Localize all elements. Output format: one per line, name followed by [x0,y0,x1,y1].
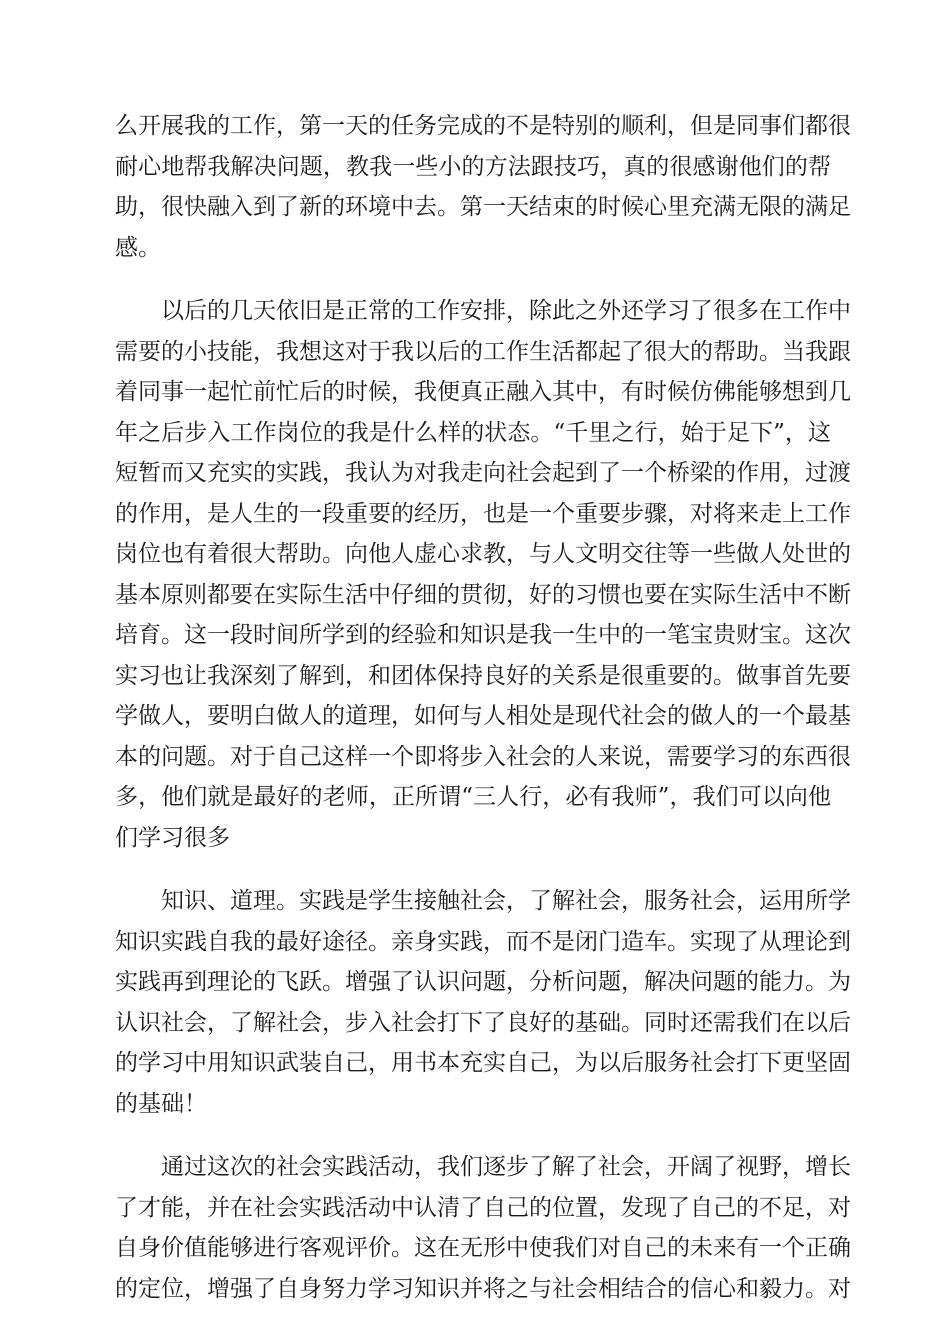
text-line: 么开展我的工作，第一天的任务完成的不是特别的顺利，但是同事们都很 [115,113,851,139]
text-line: 年之后步入工作岗位的我是什么样的状态。“千里之行，始于足下”，这 [115,419,831,446]
text-line: 学做人，要明白做人的道理，如何与人相处是现代社会的做人的一个最基 [115,703,851,729]
paragraph [115,106,851,268]
text-line: 们学习很多 [115,824,230,851]
text-line: 的学习中用知识武装自己，用书本充实自己，为以后服务社会打下更坚固 [115,1050,851,1076]
text-line: 需要的小技能，我想这对于我以后的工作生活都起了很大的帮助。当我跟 [115,338,851,365]
text-line: 自身价值能够进行客观评价。这在无形中使我们对自己的未来有一个正确 [115,1235,851,1261]
text-line: 通过这次的社会实践活动，我们逐步了解了社会，开阔了视野，增长 [161,1154,851,1180]
text-line: 实习也让我深刻了解到，和团体保持良好的关系是很重要的。做事首先要 [115,662,851,689]
text-line: 短暂而又充实的实践，我认为对我走向社会起到了一个桥梁的作用，过渡 [115,460,851,486]
text-line: 实践再到理论的飞跃。增强了认识问题，分析问题，解决问题的能力。为 [115,969,851,995]
text-line: 知识实践自我的最好途径。亲身实践，而不是闭门造车。实现了从理论到 [115,928,851,955]
text-line: 的定位，增强了自身努力学习知识并将之与社会相结合的信心和毅力。对 [115,1275,851,1302]
text-line: 以后的几天依旧是正常的工作安排，除此之外还学习了很多在工作中 [161,298,851,324]
paragraph [115,291,851,858]
text-line: 了才能，并在社会实践活动中认清了自己的位置，发现了自己的不足，对 [115,1194,851,1221]
text-line: 岗位也有着很大帮助。向他人虚心求教，与人文明交往等一些做人处世的 [115,541,851,567]
paragraph [115,881,851,1124]
text-line: 感。 [115,234,161,261]
text-line: 的作用，是人生的一段重要的经历，也是一个重要步骤，对将来走上工作 [115,500,851,527]
document-body [115,106,851,1332]
text-line: 耐心地帮我解决问题，教我一些小的方法跟技巧，真的很感谢他们的帮 [115,153,831,180]
text-line: 多，他们就是最好的老师，正所谓“三人行，必有我师”，我们可以向他 [115,784,831,810]
text-line: 培育。这一段时间所学到的经验和知识是我一生中的一笔宝贵财宝。这次 [115,622,851,648]
text-line: 助，很快融入到了新的环境中去。第一天结束的时候心里充满无限的满足 [115,194,851,220]
text-line: 知识、道理。实践是学生接触社会，了解社会，服务社会，运用所学 [161,888,851,914]
text-line: 认识社会，了解社会，步入社会打下了良好的基础。同时还需我们在以后 [115,1009,851,1036]
paragraph [115,1147,851,1309]
text-line: 的基础！ [115,1090,207,1117]
text-line: 基本原则都要在实际生活中仔细的贯彻，好的习惯也要在实际生活中不断 [115,581,851,608]
text-line: 着同事一起忙前忙后的时候，我便真正融入其中，有时候仿佛能够想到几 [115,379,851,405]
text-line: 本的问题。对于自己这样一个即将步入社会的人来说，需要学习的东西很 [115,743,851,770]
